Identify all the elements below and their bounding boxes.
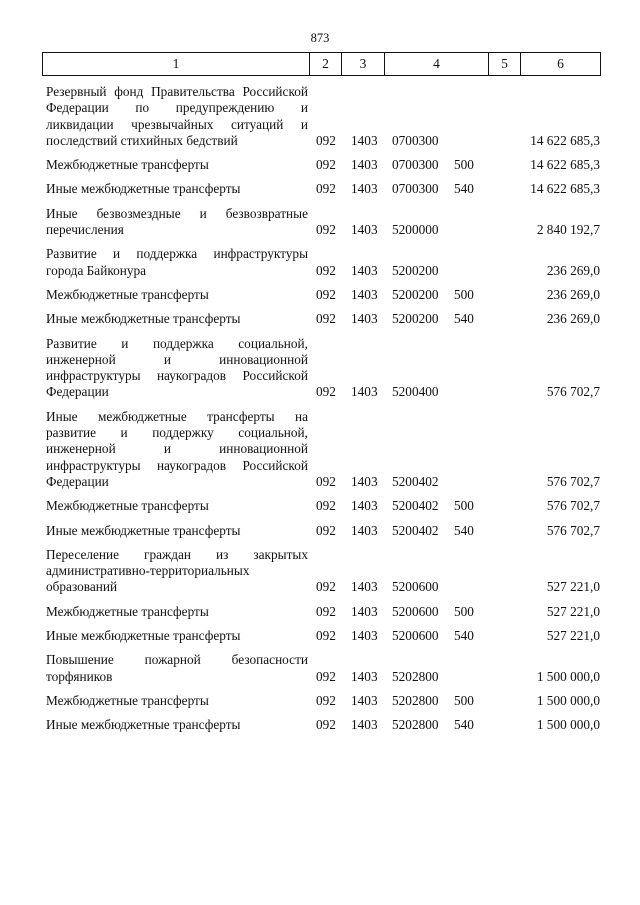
row-ministry-code: 092 (316, 384, 336, 400)
header-col-4: 4 (384, 53, 488, 75)
row-ministry-code: 092 (316, 628, 336, 644)
row-ministry-code: 092 (316, 181, 336, 197)
table-row (46, 547, 600, 596)
row-expense-type: 500 (454, 603, 474, 619)
row-ministry-code: 092 (316, 222, 336, 238)
row-section-code: 1403 (351, 717, 378, 733)
row-description: Иные межбюджетные трансферты (46, 181, 241, 197)
row-target-article: 5200402 (392, 522, 439, 538)
row-expense-type: 500 (454, 692, 474, 708)
row-expense-type: 540 (454, 717, 474, 733)
table-row (46, 311, 600, 327)
row-amount: 2 840 192,7 (536, 222, 600, 238)
row-target-article: 5202800 (392, 668, 439, 684)
row-section-code: 1403 (351, 286, 378, 302)
row-target-article: 5202800 (392, 717, 439, 733)
row-expense-type: 540 (454, 522, 474, 538)
header-col-3: 3 (341, 53, 384, 75)
row-section-code: 1403 (351, 628, 378, 644)
row-description: Иные межбюджетные трансферты (46, 311, 241, 327)
table-row (46, 84, 600, 149)
row-amount: 576 702,7 (546, 498, 600, 514)
row-description: Иные межбюджетные трансферты (46, 522, 241, 538)
table-body (46, 84, 600, 742)
table-row (46, 181, 600, 197)
row-target-article: 5200600 (392, 579, 439, 595)
row-amount: 14 622 685,3 (530, 181, 600, 197)
row-target-article: 0700300 (392, 157, 439, 173)
row-description: Межбюджетные трансферты (46, 286, 209, 302)
row-target-article: 5200600 (392, 603, 439, 619)
row-description: Повышение пожарной безопасности торфяников (46, 652, 308, 684)
row-description: Иные межбюджетные трансферты на развитие и поддержку социальной, инженерной и инновационной инфраструктуры наукоградов Российской Федерации (46, 408, 308, 489)
row-ministry-code: 092 (316, 157, 336, 173)
row-ministry-code: 092 (316, 692, 336, 708)
row-target-article: 5200600 (392, 628, 439, 644)
table-row (46, 287, 600, 303)
row-ministry-code: 092 (316, 498, 336, 514)
header-col-5: 5 (488, 53, 520, 75)
table-row (46, 206, 600, 239)
row-description: Иные безвозмездные и безвозвратные перечисления (46, 205, 308, 238)
row-section-code: 1403 (351, 522, 378, 538)
table-row (46, 336, 600, 401)
row-expense-type: 540 (454, 311, 474, 327)
row-section-code: 1403 (351, 692, 378, 708)
table-row (46, 409, 600, 490)
row-expense-type: 540 (454, 181, 474, 197)
header-col-6: 6 (520, 53, 600, 75)
row-description: Иные межбюджетные трансферты (46, 717, 241, 733)
row-ministry-code: 092 (316, 132, 336, 148)
row-expense-type: 500 (454, 498, 474, 514)
row-description: Межбюджетные трансферты (46, 603, 209, 619)
row-target-article: 0700300 (392, 181, 439, 197)
row-amount: 527 221,0 (546, 628, 600, 644)
row-ministry-code: 092 (316, 311, 336, 327)
table-row (46, 157, 600, 173)
row-ministry-code: 092 (316, 717, 336, 733)
row-description: Межбюджетные трансферты (46, 498, 209, 514)
row-amount: 576 702,7 (546, 473, 600, 489)
row-amount: 527 221,0 (546, 579, 600, 595)
row-amount: 236 269,0 (546, 262, 600, 278)
row-section-code: 1403 (351, 473, 378, 489)
row-section-code: 1403 (351, 498, 378, 514)
row-amount: 14 622 685,3 (530, 132, 600, 148)
header-col-1: 1 (172, 56, 180, 71)
row-amount: 576 702,7 (546, 384, 600, 400)
row-target-article: 5200000 (392, 222, 439, 238)
row-amount: 1 500 000,0 (536, 717, 600, 733)
row-ministry-code: 092 (316, 473, 336, 489)
row-section-code: 1403 (351, 579, 378, 595)
row-target-article: 5202800 (392, 692, 439, 708)
row-ministry-code: 092 (316, 603, 336, 619)
row-amount: 527 221,0 (546, 603, 600, 619)
row-target-article: 5200400 (392, 384, 439, 400)
row-target-article: 0700300 (392, 132, 439, 148)
row-description: Резервный фонд Правительства Российской Федерации по предупреждению и ликвидации чрезвычайных ситуаций и последствий стихийных бедствий (46, 84, 308, 148)
row-description: Межбюджетные трансферты (46, 157, 209, 173)
page-number: 873 (310, 31, 330, 45)
table-row (46, 693, 600, 709)
row-description: Развитие и поддержка социальной, инженерной и инновационной инфраструктуры наукоградов Российской Федерации (46, 335, 308, 400)
row-section-code: 1403 (351, 181, 378, 197)
row-ministry-code: 092 (316, 579, 336, 595)
table-row (46, 498, 600, 514)
header-col-2: 2 (309, 53, 341, 75)
row-amount: 1 500 000,0 (536, 668, 600, 684)
table-row (46, 604, 600, 620)
row-target-article: 5200402 (392, 473, 439, 489)
table-row (46, 523, 600, 539)
row-expense-type: 500 (454, 286, 474, 302)
row-description: Иные межбюджетные трансферты (46, 628, 241, 644)
row-ministry-code: 092 (316, 262, 336, 278)
table-row (46, 717, 600, 733)
row-target-article: 5200200 (392, 286, 439, 302)
row-amount: 1 500 000,0 (536, 692, 600, 708)
row-expense-type: 500 (454, 157, 474, 173)
row-section-code: 1403 (351, 262, 378, 278)
table-header (42, 52, 601, 76)
row-expense-type: 540 (454, 628, 474, 644)
row-section-code: 1403 (351, 311, 378, 327)
table-row (46, 652, 600, 685)
row-description: Межбюджетные трансферты (46, 692, 209, 708)
row-section-code: 1403 (351, 222, 378, 238)
row-ministry-code: 092 (316, 522, 336, 538)
row-amount: 576 702,7 (546, 522, 600, 538)
row-amount: 14 622 685,3 (530, 157, 600, 173)
row-section-code: 1403 (351, 132, 378, 148)
row-target-article: 5200200 (392, 262, 439, 278)
row-description: Развитие и поддержка инфраструктуры города Байконура (46, 246, 308, 278)
row-target-article: 5200402 (392, 498, 439, 514)
row-amount: 236 269,0 (546, 286, 600, 302)
row-section-code: 1403 (351, 384, 378, 400)
row-section-code: 1403 (351, 157, 378, 173)
row-description: Переселение граждан из закрытых административно-территориальных образований (46, 546, 308, 595)
row-section-code: 1403 (351, 603, 378, 619)
row-target-article: 5200200 (392, 311, 439, 327)
table-row (46, 628, 600, 644)
row-amount: 236 269,0 (546, 311, 600, 327)
row-ministry-code: 092 (316, 668, 336, 684)
row-ministry-code: 092 (316, 286, 336, 302)
row-section-code: 1403 (351, 668, 378, 684)
table-row (46, 246, 600, 279)
